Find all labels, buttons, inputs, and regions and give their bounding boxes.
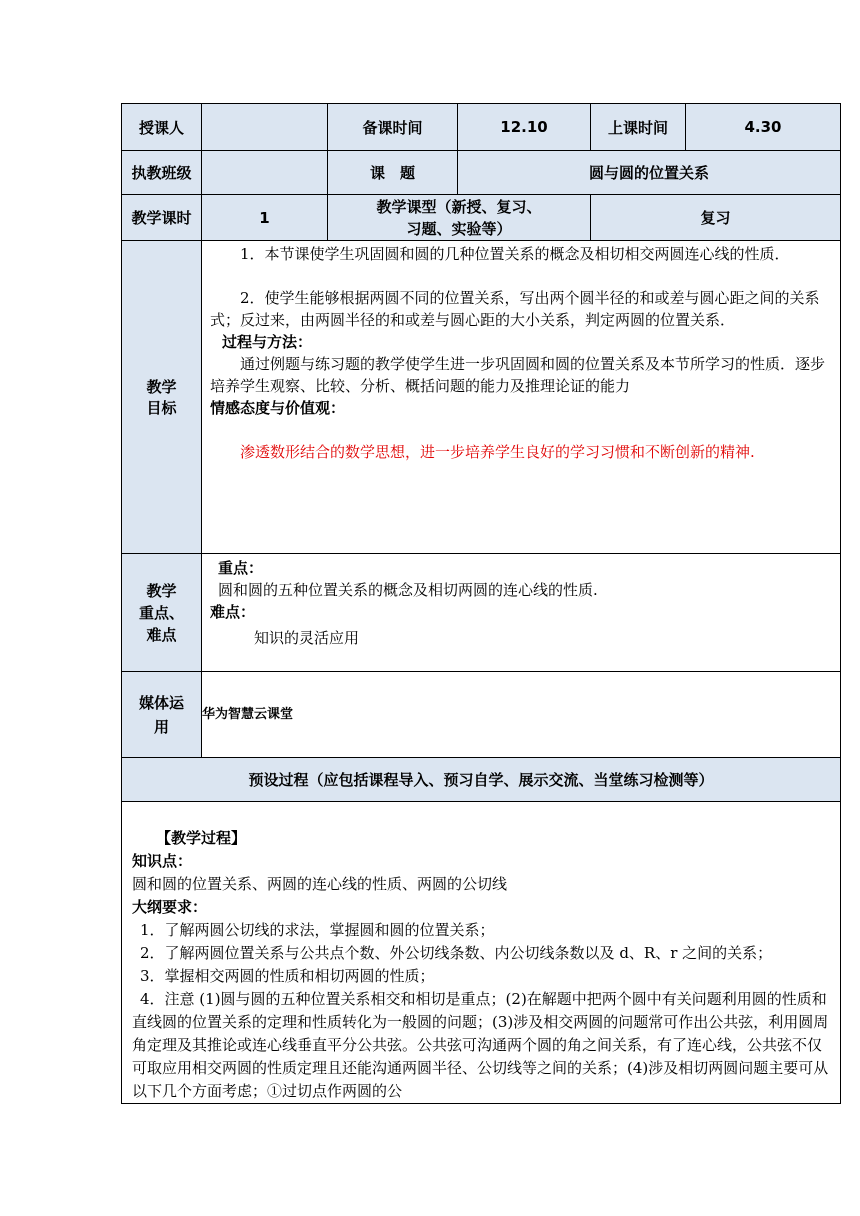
class-time-label: 上课时间 bbox=[591, 104, 686, 151]
syllabus-item-4: 4．注意 (1)圆与圆的五种位置关系相交和相切是重点；(2)在解题中把两个圆中有关问题利用圆的性质和直线圆的位置关系的定理和性质转化为一般圆的问题；(3)涉及相交两圆的问题常可作出公共弦，利用圆周角定理及其推论或连心线垂直平分公共弦。公共弦可沟通两个圆的角之间关系，有了连心线，公共弦不仅可取应用相交两圆的性质定理且还能沟通两圆半径、公切线等之间的关系；(4)涉及相切两圆问题主要可从以下几个方面考虑；①过切点作两圆的公 bbox=[132, 990, 829, 1100]
keypoints-label-line3: 难点 bbox=[146, 625, 177, 644]
teacher-value bbox=[202, 104, 328, 151]
objective-3: 通过例题与练习题的教学使学生进一步巩固圆和圆的位置关系及本节所学习的性质．逐步培养学生观察、比较、分析、概括问题的能力及推理论证的能力 bbox=[210, 355, 826, 395]
key-heading: 重点： bbox=[218, 559, 264, 577]
teacher-label: 授课人 bbox=[122, 104, 202, 151]
hours-label: 教学课时 bbox=[122, 195, 202, 241]
lesson-type-label-line1: 教学课型（新授、复习、 bbox=[376, 197, 542, 216]
objective-4: 渗透数形结合的数学思想，进一步培养学生良好的学习习惯和不断创新的精神. bbox=[240, 443, 755, 461]
media-label bbox=[122, 672, 202, 758]
info-row-3 bbox=[122, 195, 841, 241]
knowledge-text: 圆和圆的位置关系、两圆的连心线的性质、两圆的公切线 bbox=[132, 875, 508, 893]
process-method-heading: 过程与方法： bbox=[222, 333, 313, 351]
syllabus-item-3: 3．掌握相交两圆的性质和相切两圆的性质； bbox=[140, 967, 435, 985]
prep-time-value: 12.10 bbox=[458, 104, 591, 151]
keypoints-row bbox=[122, 554, 841, 672]
key-text: 圆和圆的五种位置关系的概念及相切两圆的连心线的性质. bbox=[218, 581, 598, 599]
objective-2: 2．使学生能够根据两圆不同的位置关系，写出两个圆半径的和或差与圆心距之间的关系式；反过来，由两圆半径的和或差与圆心距的大小关系，判定两圆的位置关系． bbox=[210, 289, 820, 329]
process-header-row bbox=[122, 758, 841, 802]
keypoints-label bbox=[122, 554, 202, 672]
syllabus-item-1: 1．了解两圆公切线的求法，掌握圆和圆的位置关系； bbox=[140, 921, 495, 939]
difficulty-heading: 难点： bbox=[210, 603, 256, 621]
process-content bbox=[122, 802, 841, 1104]
media-row bbox=[122, 672, 841, 758]
prep-time-label: 备课时间 bbox=[328, 104, 458, 151]
objectives-row bbox=[122, 241, 841, 554]
difficulty-text: 知识的灵活应用 bbox=[254, 629, 360, 647]
lesson-type-label-line2: 习题、实验等） bbox=[406, 219, 512, 238]
media-label-line2: 用 bbox=[153, 717, 169, 736]
objectives-content bbox=[202, 241, 841, 554]
syllabus-item-2: 2．了解两圆位置关系与公共点个数、外公切线条数、内公切线条数以及 d、R、r 之间的关系； bbox=[140, 944, 773, 962]
process-header: 预设过程（应包括课程导入、预习自学、展示交流、当堂练习检测等） bbox=[122, 758, 841, 802]
objectives-label-line2: 目标 bbox=[146, 399, 177, 417]
objectives-label-line1: 教学 bbox=[146, 378, 177, 396]
emotion-heading: 情感态度与价值观： bbox=[210, 399, 346, 417]
syllabus-heading: 大纲要求： bbox=[132, 898, 208, 916]
lesson-type-value: 复习 bbox=[591, 195, 841, 241]
lesson-plan-table bbox=[121, 103, 841, 1104]
process-title: 【教学过程】 bbox=[156, 829, 247, 847]
class-time-value: 4.30 bbox=[686, 104, 841, 151]
process-row bbox=[122, 802, 841, 1104]
knowledge-heading: 知识点： bbox=[132, 852, 193, 870]
class-label: 执教班级 bbox=[122, 151, 202, 195]
keypoints-content bbox=[202, 554, 841, 672]
class-value bbox=[202, 151, 328, 195]
objective-1: 1．本节课使学生巩固圆和圆的几种位置关系的概念及相切相交两圆连心线的性质． bbox=[240, 245, 790, 263]
keypoints-label-line1: 教学 bbox=[146, 581, 177, 600]
topic-label: 课 题 bbox=[328, 151, 458, 195]
keypoints-label-line2: 重点、 bbox=[138, 603, 184, 622]
hours-value: 1 bbox=[202, 195, 328, 241]
topic-value: 圆与圆的位置关系 bbox=[458, 151, 841, 195]
objectives-label bbox=[122, 241, 202, 554]
media-value: 华为智慧云课堂 bbox=[202, 672, 841, 758]
info-row-1 bbox=[122, 104, 841, 151]
lesson-type-label bbox=[328, 195, 591, 241]
media-label-line1: 媒体运 bbox=[138, 693, 184, 712]
info-row-2 bbox=[122, 151, 841, 195]
